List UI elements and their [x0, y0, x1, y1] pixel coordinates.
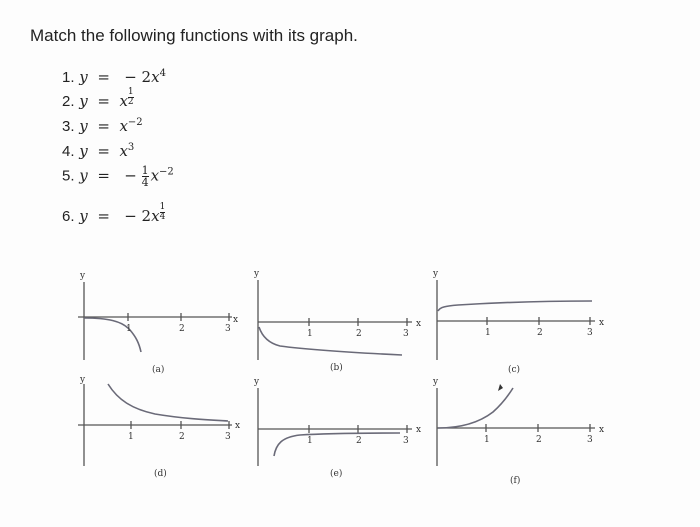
- graph-d-tick-label: 3: [225, 432, 231, 442]
- function-number: 6.: [62, 208, 75, 225]
- equals-sign: =: [97, 142, 110, 160]
- graph-b-y-label: y: [254, 269, 260, 279]
- function-coefficient: − 2: [124, 207, 152, 225]
- exponent-numerator: 1: [127, 86, 134, 97]
- function-number: 2.: [62, 93, 75, 110]
- graph-a-y-label: y: [80, 271, 86, 281]
- function-exponent: −2: [159, 166, 174, 178]
- equals-sign: =: [97, 92, 110, 110]
- graph-d-tick-label: 1: [128, 432, 134, 442]
- function-variable: x: [150, 166, 160, 185]
- graph-c-tick-label: 3: [587, 328, 593, 338]
- graph-f-y-label: y: [433, 377, 439, 387]
- graph-e-x-label: x: [416, 425, 422, 435]
- graph-d-y-label: y: [80, 375, 86, 385]
- function-variable: x: [151, 68, 160, 86]
- cursor-arrow-icon: [498, 384, 503, 391]
- graph-f-tick-label: 3: [587, 435, 593, 445]
- function-variable: x: [119, 142, 128, 160]
- equals-sign: =: [97, 166, 110, 185]
- graph-b-tick-label: 3: [403, 329, 409, 339]
- equals-sign: =: [97, 68, 110, 86]
- graph-c-curve: [438, 301, 592, 311]
- graph-d-x-label: x: [235, 421, 241, 431]
- fraction-denominator: 4: [141, 176, 149, 189]
- function-coefficient: −: [124, 166, 137, 185]
- graph-a-tick-label: 2: [179, 324, 185, 334]
- function-variable: x: [151, 207, 160, 225]
- graph-e-caption: (e): [330, 469, 343, 479]
- graph-a-tick-label: 1: [126, 324, 132, 334]
- function-number: 5.: [62, 167, 75, 185]
- graph-a-caption: (a): [152, 365, 165, 375]
- function-coefficient: − 2: [124, 68, 152, 86]
- graph-e-tick-label: 1: [307, 436, 313, 446]
- fraction-numerator: 1: [141, 164, 149, 177]
- graph-f-x-label: x: [599, 425, 605, 435]
- equals-sign: =: [97, 117, 110, 135]
- graph-f-tick-label: 2: [536, 435, 542, 445]
- function-variable: x: [119, 92, 128, 110]
- graph-e-y-label: y: [254, 377, 260, 387]
- function-exponent: −2: [127, 117, 143, 128]
- function-variable: x: [119, 117, 128, 135]
- exponent-numerator: 1: [159, 201, 166, 212]
- graph-c-caption: (c): [508, 365, 521, 375]
- graph-f-caption: (f): [510, 476, 521, 486]
- graph-a-tick-label: 3: [225, 324, 231, 334]
- function-lhs: y: [79, 166, 88, 185]
- graph-c-y-label: y: [433, 269, 439, 279]
- graph-b-tick-label: 1: [307, 329, 313, 339]
- graph-e-tick-label: 2: [356, 436, 362, 446]
- graph-a-x-label: x: [233, 315, 239, 325]
- function-lhs: y: [79, 117, 88, 135]
- function-number: 4.: [62, 143, 75, 160]
- graph-b-x-label: x: [416, 319, 422, 329]
- function-lhs: y: [79, 92, 88, 110]
- graph-b-curve: [259, 327, 402, 355]
- function-number: 1.: [62, 69, 75, 86]
- function-exponent: 4: [159, 68, 166, 79]
- question-title: Match the following functions with its graph.: [30, 26, 358, 45]
- function-lhs: y: [79, 68, 88, 86]
- graph-a-curve: [84, 318, 141, 352]
- function-exponent: 3: [127, 142, 135, 153]
- graph-d-curve: [108, 384, 228, 421]
- equals-sign: =: [97, 207, 110, 225]
- graph-d-caption: (d): [154, 469, 167, 479]
- graph-b-caption: (b): [330, 363, 343, 373]
- graph-e-tick-label: 3: [403, 436, 409, 446]
- graph-e-curve: [274, 433, 400, 456]
- exponent-denominator: 4: [159, 211, 166, 222]
- function-lhs: y: [79, 207, 88, 225]
- graph-f-curve: [438, 388, 513, 428]
- graph-c-tick-label: 2: [537, 328, 543, 338]
- graph-f-tick-label: 1: [484, 435, 490, 445]
- graph-c-tick-label: 1: [485, 328, 491, 338]
- graph-b-tick-label: 2: [356, 329, 362, 339]
- function-number: 3.: [62, 118, 75, 135]
- function-lhs: y: [79, 142, 88, 160]
- graph-d-tick-label: 2: [179, 432, 185, 442]
- exponent-denominator: 2: [127, 96, 134, 107]
- graph-c-x-label: x: [599, 318, 605, 328]
